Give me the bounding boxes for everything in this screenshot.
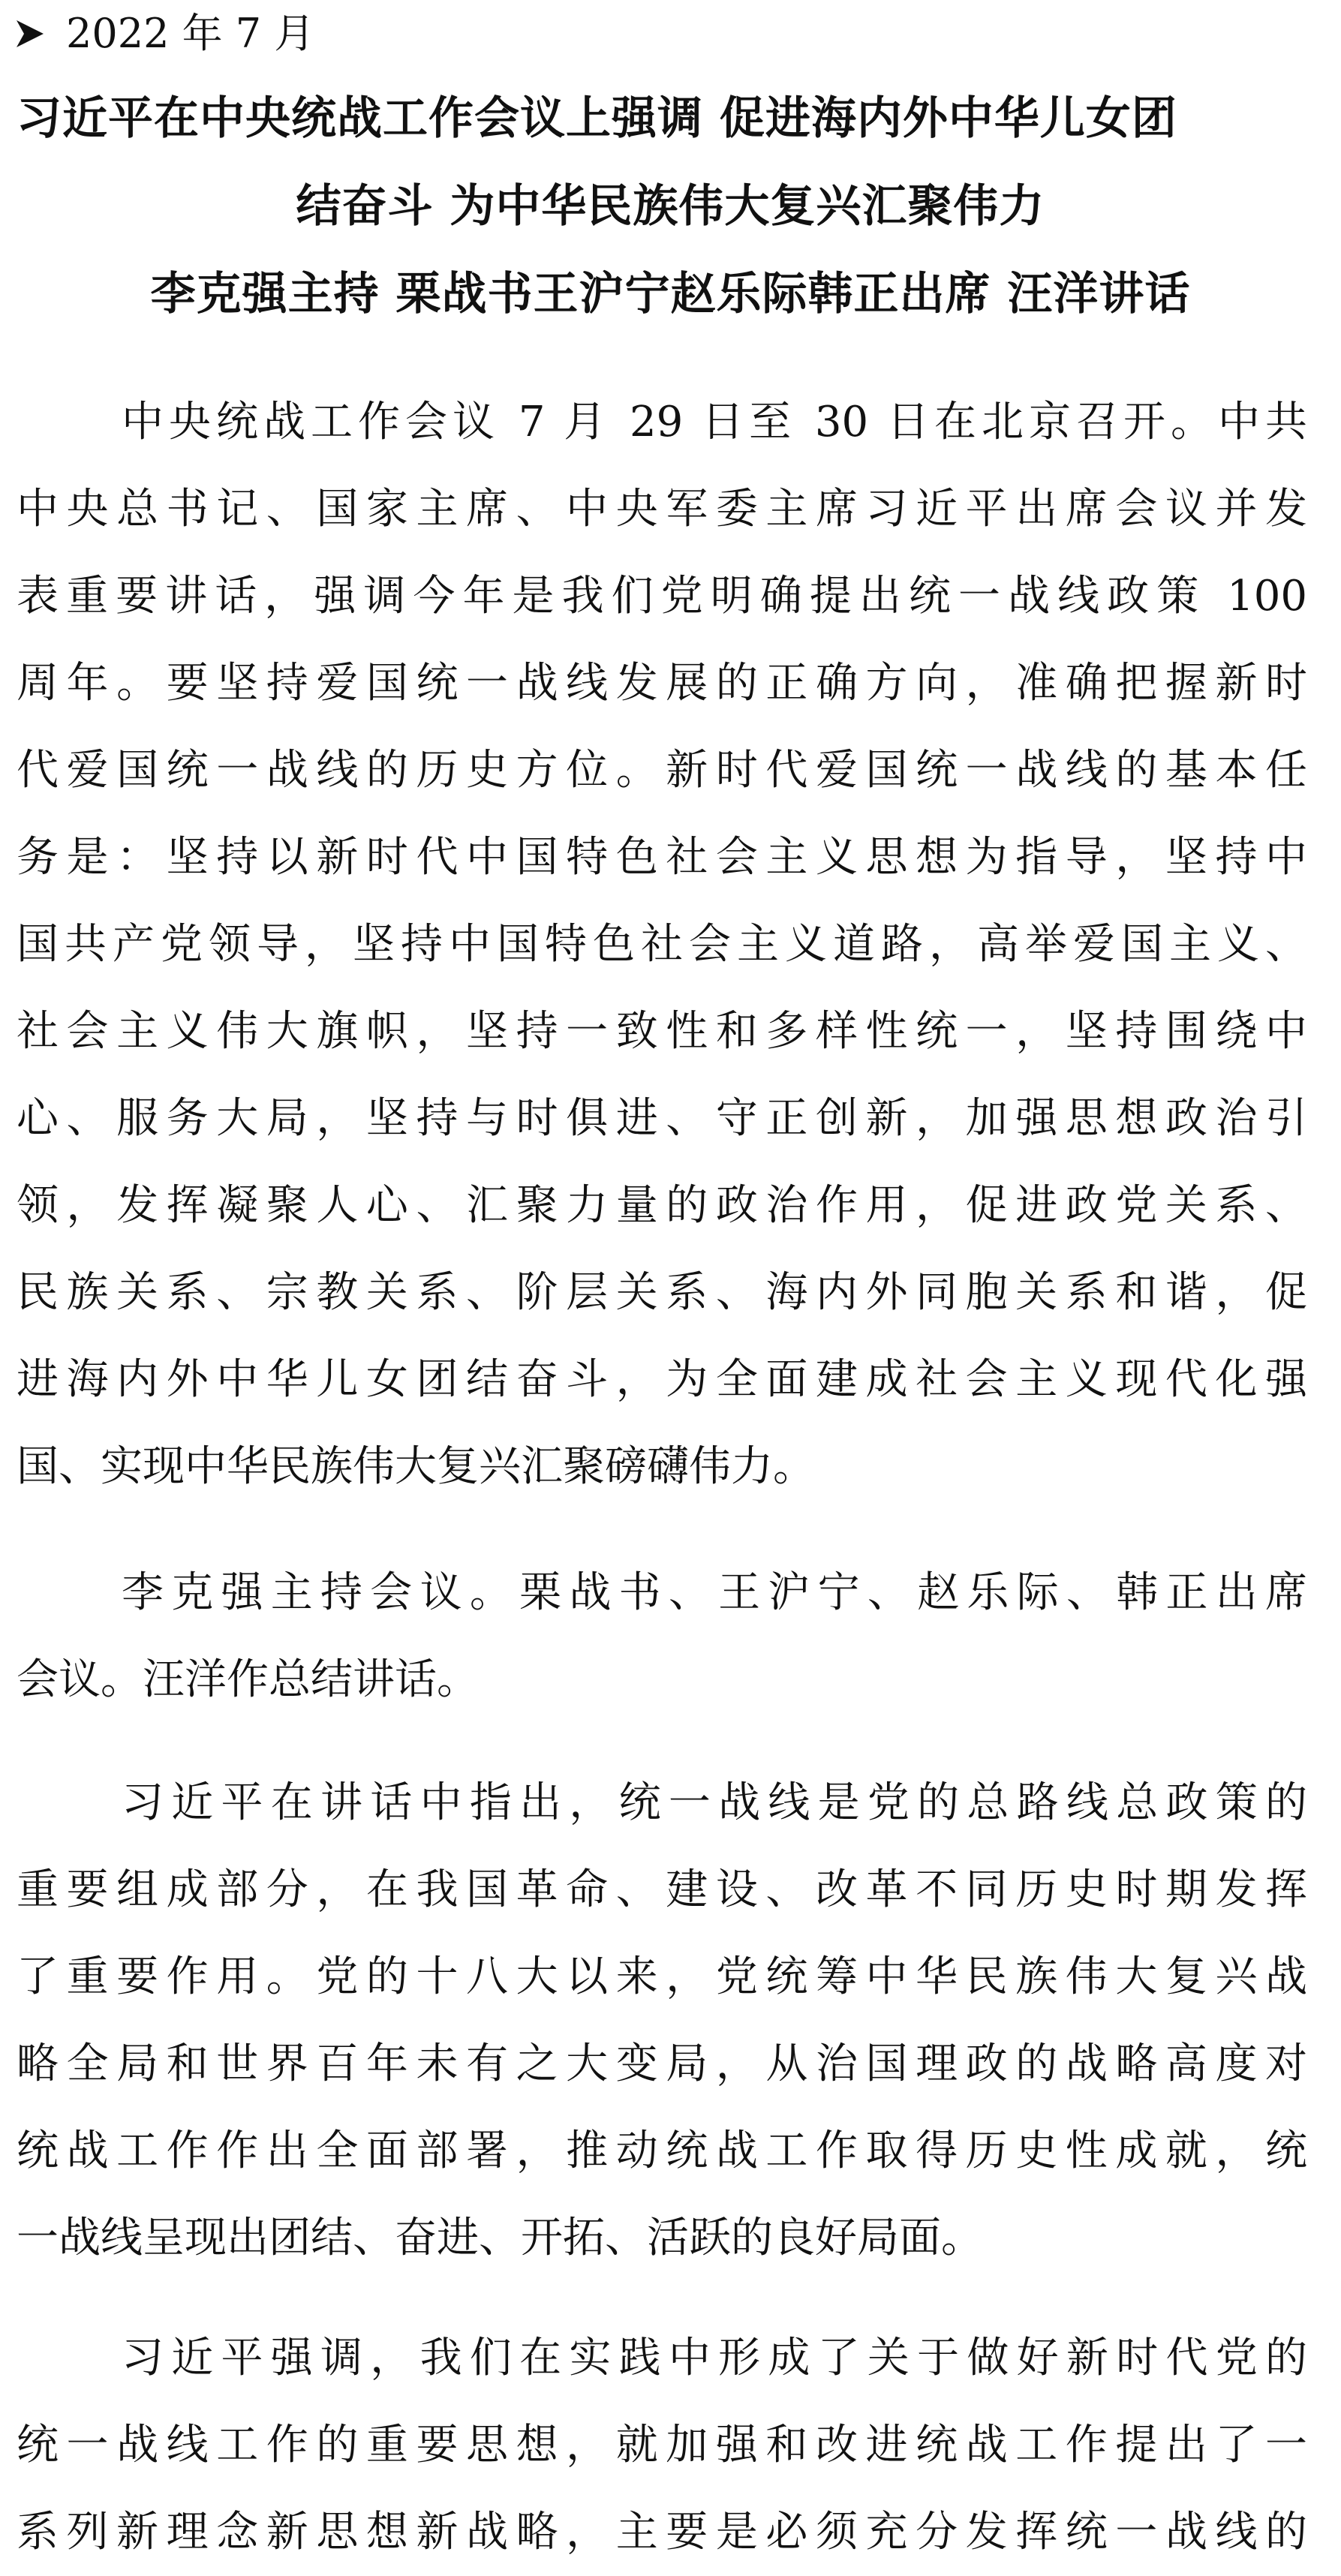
paragraph-4 xyxy=(17,2315,1307,2576)
text-line: 统战工作作出全面部署，推动统战工作取得历史性成就，统 xyxy=(17,2127,1307,2175)
text-line: 会议。汪洋作总结讲话。 xyxy=(17,1655,479,1704)
text-line: 国共产党领导，坚持中国特色社会主义道路，高举爱国主义、 xyxy=(17,920,1307,969)
text-line: 国、实现中华民族伟大复兴汇聚磅礴伟力。 xyxy=(17,1442,815,1491)
article-title xyxy=(0,75,1341,338)
text-line: 社会主义伟大旗帜，坚持一致性和多样性统一，坚持围绕中 xyxy=(17,1007,1307,1056)
title-line: 习近平在中央统战工作会议上强调 促进海内外中华儿女团 xyxy=(17,92,1177,145)
text-line: 务是：坚持以新时代中国特色社会主义思想为指导，坚持中 xyxy=(17,833,1307,882)
text-line: 中央总书记、国家主席、中央军委主席习近平出席会议并发 xyxy=(17,485,1307,534)
paragraph-3 xyxy=(17,1760,1307,2282)
text-line: 民族关系、宗教关系、阶层关系、海内外同胞关系和谐，促 xyxy=(17,1268,1307,1317)
paragraph-2 xyxy=(17,1550,1307,1724)
text-line: 习近平强调，我们在实践中形成了关于做好新时代党的 xyxy=(122,2334,1307,2382)
text-line: 系列新理念新思想新战略，主要是必须充分发挥统一战线的 xyxy=(17,2508,1307,2556)
text-line: 中央统战工作会议 7 月 29 日至 30 日在北京召开。中共 xyxy=(122,398,1307,446)
text-line: 李克强主持会议。栗战书、王沪宁、赵乐际、韩正出席 xyxy=(122,1568,1307,1617)
text-line: 领，发挥凝聚人心、汇聚力量的政治作用，促进政党关系、 xyxy=(17,1181,1307,1230)
text-line: 一战线呈现出团结、奋进、开拓、活跃的良好局面。 xyxy=(17,2214,983,2262)
text-line: 周年。要坚持爱国统一战线发展的正确方向，准确把握新时 xyxy=(17,659,1307,708)
text-line: 略全局和世界百年未有之大变局，从治国理政的战略高度对 xyxy=(17,2039,1307,2088)
date-bullet-line xyxy=(14,8,314,60)
text-line: 进海内外中华儿女团结奋斗，为全面建成社会主义现代化强 xyxy=(17,1355,1307,1404)
arrow-bullet-icon xyxy=(14,17,47,50)
date-text: 2022 年 7 月 xyxy=(66,10,315,57)
text-line: 统一战线工作的重要思想，就加强和改进统战工作提出了一 xyxy=(17,2421,1307,2469)
text-line: 习近平在讲话中指出，统一战线是党的总路线总政策的 xyxy=(122,1778,1307,1827)
title-line: 李克强主持 栗战书王沪宁赵乐际韩正出席 汪洋讲话 xyxy=(150,268,1191,320)
paragraph-1 xyxy=(17,379,1307,1510)
text-line: 表重要讲话，强调今年是我们党明确提出统一战线政策 100 xyxy=(17,572,1307,621)
title-line: 结奋斗 为中华民族伟大复兴汇聚伟力 xyxy=(296,180,1045,233)
text-line: 代爱国统一战线的历史方位。新时代爱国统一战线的基本任 xyxy=(17,746,1307,795)
text-line: 了重要作用。党的十八大以来，党统筹中华民族伟大复兴战 xyxy=(17,1952,1307,2001)
text-line: 心、服务大局，坚持与时俱进、守正创新，加强思想政治引 xyxy=(17,1094,1307,1143)
text-line: 重要组成部分，在我国革命、建设、改革不同历史时期发挥 xyxy=(17,1865,1307,1914)
